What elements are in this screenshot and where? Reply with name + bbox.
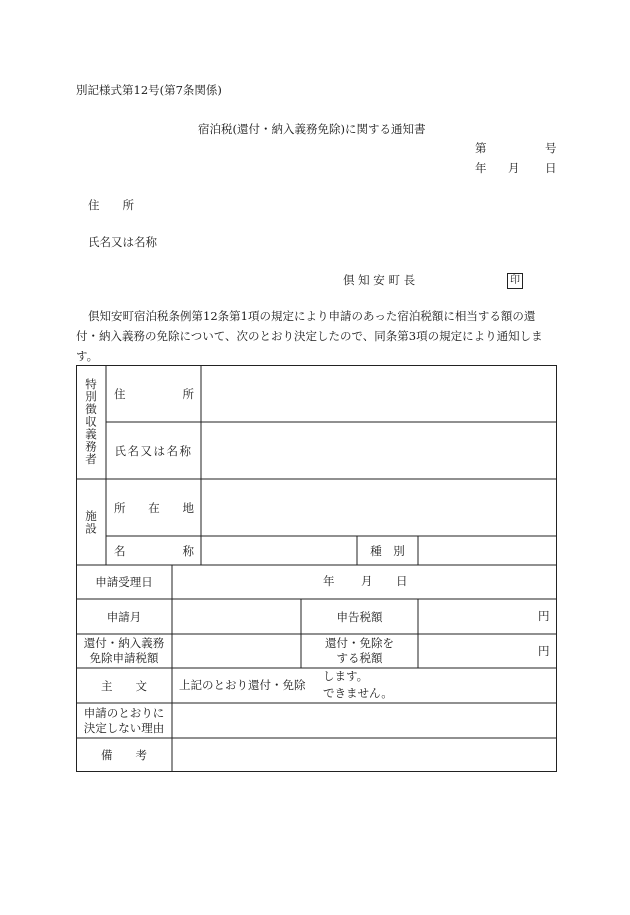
facility-name-char-2: 称 (182, 543, 194, 558)
document-title: 宿泊税(還付・納入義務免除)に関する通知書 (198, 122, 426, 136)
intro-paragraph (76, 306, 558, 366)
date-month: 月 (508, 161, 520, 175)
facility-location-spread (114, 500, 194, 516)
received-year: 年 (323, 574, 335, 588)
main-text-prefix: 上記のとおり還付・免除 (179, 678, 306, 692)
refund-applied-line-1: 還付・納入義務 (83, 636, 165, 650)
facility-name-label (114, 536, 194, 565)
doc-no-prefix: 第 (475, 141, 487, 155)
seal-mark: 印 (507, 273, 523, 289)
recipient-address-label: 住 所 (88, 198, 134, 212)
facility-name-spread (114, 543, 194, 559)
refund-applied-label (76, 634, 172, 668)
recipient-name-label: 氏名又は名称 (88, 235, 157, 249)
facility-name-char-1: 名 (114, 543, 126, 558)
date-year: 年 (475, 161, 487, 175)
facility-type-label: 種 別 (370, 543, 405, 558)
refund-decided-label (301, 634, 418, 668)
refund-decided-line-2: する税額 (336, 651, 383, 665)
received-date-label: 申請受理日 (95, 575, 153, 589)
collector-address-label (114, 365, 194, 422)
application-month-label: 申請月 (106, 609, 142, 624)
reason-line-1: 申請のとおりに (83, 705, 165, 720)
remarks-label: 備 考 (101, 748, 147, 762)
collector-address-char-1: 住 (114, 386, 126, 401)
collector-name-label: 氏名又は名称 (114, 443, 193, 458)
main-text-option-cannot: できません。 (323, 686, 393, 700)
collector-address-char-2: 所 (182, 386, 194, 401)
facility-location-char-2: 在 (148, 500, 160, 515)
collector-address-spread (114, 386, 194, 402)
refund-decided-line-1: 還付・免除を (325, 636, 394, 650)
facility-location-char-1: 所 (114, 500, 126, 515)
reason-label (76, 703, 172, 738)
collector-group-label: 特別徴収義務者 (84, 378, 98, 466)
date-day: 日 (545, 161, 557, 175)
issuer-name: 倶 知 安 町 長 (343, 273, 416, 287)
facility-location-label (114, 479, 194, 536)
intro-text: 倶知安町宿泊税条例第12条第1項の規定により申請のあった宿泊税額に相当する額の還付・納入義務の免除について、次のとおり決定したので、同条第3項の規定により通知します。 (76, 309, 543, 363)
facility-group-label: 施設 (84, 509, 98, 535)
declared-tax-label: 申告税額 (336, 609, 383, 624)
doc-no-suffix: 号 (545, 141, 557, 155)
main-text-label: 主 文 (101, 678, 147, 693)
received-day: 日 (396, 574, 408, 588)
received-month: 月 (361, 574, 373, 588)
refund-applied-line-2: 免除申請税額 (89, 651, 159, 665)
notice-table (76, 365, 557, 772)
declared-tax-yen: 円 (538, 609, 550, 623)
reason-line-2: 決定しない理由 (83, 720, 165, 735)
facility-location-char-3: 地 (182, 500, 194, 515)
refund-decided-yen: 円 (538, 644, 550, 658)
form-number: 別記様式第12号(第7条関係) (76, 83, 222, 97)
main-text-option-will: します。 (323, 669, 369, 683)
